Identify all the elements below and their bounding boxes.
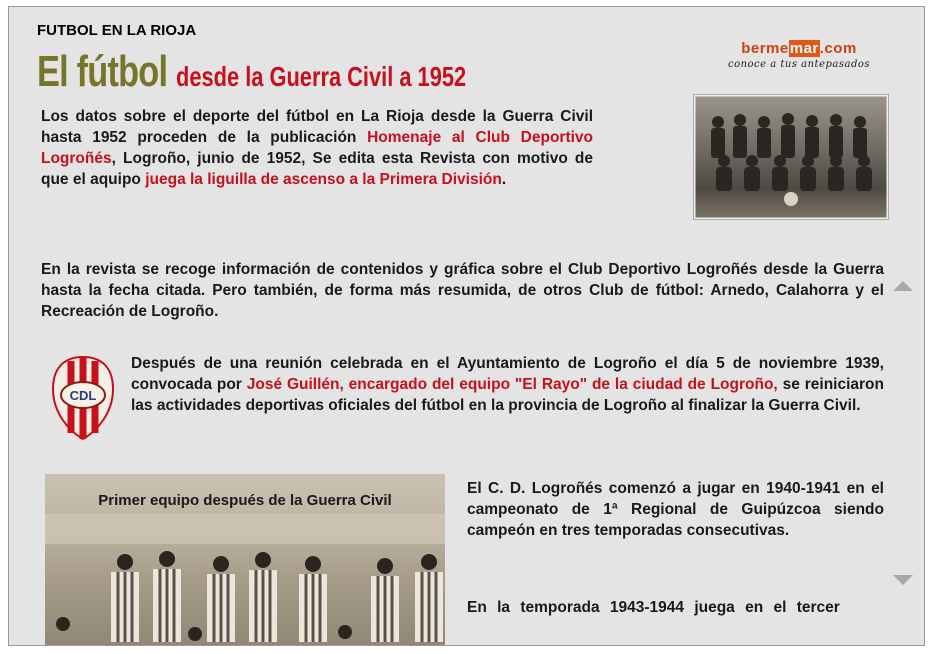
intro-paragraph: Los datos sobre el deporte del fútbol en La Rioja desde la Guerra Civil hasta 1952 proceden de la publicación Homenaje al Club Deportivo Logroñés, Logroño, junio de 1952, Se edita esta Revista con motivo de que el aquipo juega la liguilla de ascenso a la Primera División.: [41, 108, 594, 188]
section-kicker: FUTBOL EN LA RIOJA: [37, 22, 197, 39]
page-frame: [8, 6, 925, 646]
season-paragraph: En la temporada 1943-1944 juega en el tercer: [467, 599, 840, 616]
brand-logo[interactable]: [709, 40, 889, 70]
restart-paragraph: Después de una reunión celebrada en el Ayuntamiento de Logroño el día 5 de noviembre 1939, convocada por José Guillén, encargado del equipo "El Rayo" de la ciudad de Logroño, se reiniciaron las actividades deportivas oficiales del fútbol en la provincia de Logroño al finalizar la Guerra Civil.: [131, 355, 884, 414]
emblem-letters: CDL: [69, 388, 97, 403]
brand-name: bermemar.com: [741, 40, 857, 57]
history-paragraph: El C. D. Logroñés comenzó a jugar en 1940-1941 en el campeonato de 1ª Regional de Guipúzcoa siendo campeón en tres temporadas consecutivas.: [467, 480, 884, 539]
photo-caption: Primer equipo después de la Guerra Civil: [98, 492, 392, 509]
organizer-highlight: José Guillén, encargado del equipo "El Rayo" de la ciudad de Logroño,: [246, 376, 778, 393]
scroll-down-arrow-icon[interactable]: [893, 575, 913, 585]
title-sub: desde la Guerra Civil a 1952: [176, 61, 467, 92]
publication-link: Homenaje al Club Deportivo Logroñés: [41, 129, 594, 167]
brand-tagline: conoce a tus antepasados: [727, 59, 871, 70]
title-main: El fútbol: [37, 47, 168, 96]
team-photo-1952: [694, 95, 888, 219]
scroll-up-arrow-icon[interactable]: [893, 281, 913, 291]
magazine-paragraph: En la revista se recoge información de contenidos y gráfica sobre el Club Deportivo Logroñés desde la Guerra hasta la fecha citada. Pero también, de forma más resumida, de otros Club de fútbol: Arnedo, Calahorra y el Recreación de Logroño.: [41, 261, 884, 320]
cdl-emblem: [51, 355, 115, 446]
first-team-photo: [45, 474, 445, 646]
page-title: [37, 47, 548, 97]
promotion-highlight: juega la liguilla de ascenso a la Primera División: [145, 171, 502, 188]
